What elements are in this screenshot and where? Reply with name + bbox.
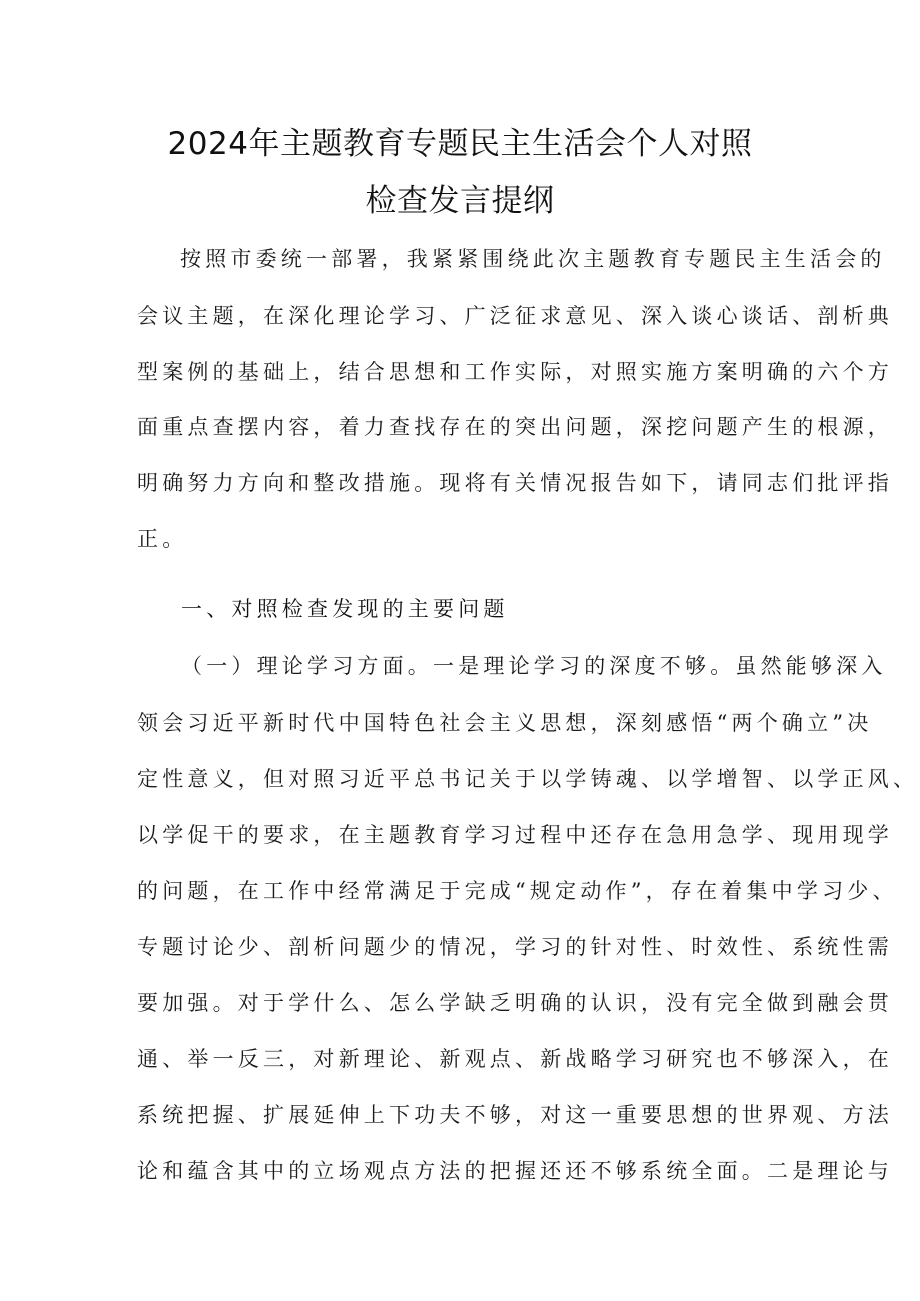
- section-paragraph-line: 系统把握、扩展延伸上下功夫不够，对这一重要思想的世界观、方法: [137, 1103, 893, 1127]
- intro-paragraph-line: 型案例的基础上，结合思想和工作实际，对照实施方案明确的六个方: [137, 360, 893, 384]
- document-title-line-2: 检查发言提纲: [365, 183, 555, 219]
- intro-paragraph-line: 正。: [137, 527, 188, 551]
- section-paragraph-line: 领会习近平新时代中国特色社会主义思想，深刻感悟“两个确立”决: [137, 711, 873, 735]
- section-paragraph-line: 的问题，在工作中经常满足于完成“规定动作”，存在着集中学习少、: [137, 879, 898, 903]
- section-heading: 一、对照检查发现的主要问题: [181, 597, 509, 621]
- intro-paragraph-line: 明确努力方向和整改措施。现将有关情况报告如下，请同志们批评指: [137, 471, 893, 495]
- section-paragraph-line: 专题讨论少、剖析问题少的情况，学习的针对性、时效性、系统性需: [137, 935, 893, 959]
- intro-paragraph-line: 按照市委统一部署，我紧紧围绕此次主题教育专题民主生活会的: [180, 247, 886, 271]
- section-paragraph-line: 论和蕴含其中的立场观点方法的把握还还不够系统全面。二是理论与: [137, 1159, 893, 1183]
- document-title-line-1: 2024年主题教育专题民主生活会个人对照: [167, 126, 753, 162]
- section-paragraph-line: 定性意义，但对照习近平总书记关于以学铸魂、以学增智、以学正风、: [137, 767, 919, 791]
- section-paragraph-line: （一）理论学习方面。一是理论学习的深度不够。虽然能够深入: [181, 654, 887, 678]
- section-paragraph-line: 通、举一反三，对新理论、新观点、新战略学习研究也不够深入，在: [137, 1047, 893, 1071]
- section-paragraph-line: 要加强。对于学什么、怎么学缺乏明确的认识，没有完全做到融会贯: [137, 991, 893, 1015]
- section-paragraph-line: 以学促干的要求，在主题教育学习过程中还存在急用急学、现用现学: [137, 823, 893, 847]
- intro-paragraph-line: 面重点查摆内容，着力查找存在的突出问题，深挖问题产生的根源，: [137, 415, 893, 439]
- intro-paragraph-line: 会议主题，在深化理论学习、广泛征求意见、深入谈心谈话、剖析典: [137, 304, 893, 328]
